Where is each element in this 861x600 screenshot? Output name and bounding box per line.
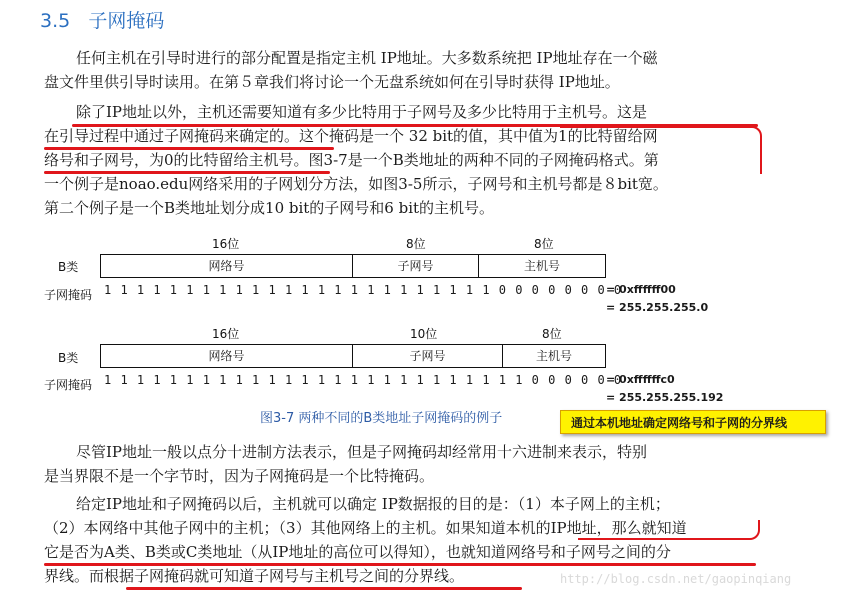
mask-hex: = 0xffffff00 (606, 283, 676, 296)
highlight-bracket (578, 520, 760, 540)
text-line: 一个例子是noao.edu网络采用的子网划分方法，如图3-5所示，子网号和主机号都是８bit宽。 (44, 175, 668, 193)
watermark: http://blog.csdn.net/gaopinqiang (560, 572, 792, 586)
mask-bits: 1 1 1 1 1 1 1 1 1 1 1 1 1 1 1 1 1 1 1 1 1 1 1 1 0 0 0 0 0 0 0 0 (104, 283, 623, 297)
width-label: 16位 (212, 237, 240, 251)
highlight-bracket (560, 126, 762, 174)
mask-label: 子网掩码 (44, 288, 93, 302)
address-format-box (100, 344, 606, 368)
mask-dotted: = 255.255.255.192 (606, 391, 724, 404)
address-format-box (100, 254, 606, 278)
highlight-underline (44, 171, 330, 174)
width-label: 16位 (212, 327, 240, 341)
width-label: 8位 (406, 237, 426, 251)
text-line: 络号和子网号，为0的比特留给主机号。图3-7是一个B类地址的两种不同的子网掩码格式。第 (44, 151, 659, 169)
paragraph-1 (44, 46, 658, 94)
text-line: 盘文件里供引导时读用。在第５章我们将讨论一个无盘系统如何在引导时获得 IP地址。 (44, 73, 620, 91)
figure-caption: 图3-7 两种不同的B类地址子网掩码的例子 (260, 411, 503, 426)
text-line: （2）本网络中其他子网中的主机；（3）其他网络上的主机。如果知道本机的IP地址，那么就知道 (44, 519, 687, 537)
mask-label: 子网掩码 (44, 378, 93, 392)
text-line: 尽管IP地址一般以点分十进制方法表示，但是子网掩码却经常用十六进制来表示，特别 (76, 443, 648, 461)
section-title (40, 6, 164, 33)
subnet-field: 子网号 (353, 345, 503, 367)
mask-hex: = 0xffffffc0 (606, 373, 675, 386)
text-line: 界线。而根据子网掩码就可知道子网号与主机号之间的分界线。 (44, 567, 465, 585)
text-line: 给定IP地址和子网掩码以后，主机就可以确定 IP数据报的目的是：（1）本子网上的主机； (76, 495, 670, 513)
text-line: 是当界限不是一个字节时，因为子网掩码是一个比特掩码。 (44, 467, 435, 485)
class-label: B类 (58, 260, 79, 274)
width-label: 8位 (534, 237, 554, 251)
network-field: 网络号 (101, 345, 353, 367)
section-heading: 子网掩码 (88, 10, 165, 32)
highlight-underline (44, 563, 756, 566)
class-label: B类 (58, 351, 79, 365)
width-label: 10位 (410, 327, 438, 341)
network-field: 网络号 (101, 255, 353, 277)
text-line: 任何主机在引导时进行的部分配置是指定主机 IP地址。大多数系统把 IP地址存在一个磁 (76, 49, 658, 67)
text-line: 在引导过程中通过子网掩码来确定的。这个掩码是一个 32 bit的值，其中值为1的比特留给网 (44, 127, 658, 145)
text-line: 第二个例子是一个B类地址划分成10 bit的子网号和6 bit的主机号。 (44, 199, 495, 217)
width-label: 8位 (542, 327, 562, 341)
section-number: 3.5 (40, 10, 71, 32)
host-field: 主机号 (523, 259, 560, 273)
highlight-underline (126, 587, 522, 590)
annotation-note: 通过本机地址确定网络号和子网的分界线 (560, 410, 826, 434)
mask-bits: 1 1 1 1 1 1 1 1 1 1 1 1 1 1 1 1 1 1 1 1 1 1 1 1 1 1 0 0 0 0 0 0 (104, 373, 623, 387)
highlight-underline (44, 147, 334, 150)
mask-dotted: = 255.255.255.0 (606, 301, 709, 314)
text-line: 它是否为A类、B类或C类地址（从IP地址的高位可以得知），也就知道网络号和子网号之间的分 (44, 543, 671, 561)
host-field: 主机号 (535, 349, 572, 363)
text-line: 除了IP地址以外，主机还需要知道有多少比特用于子网号及多少比特用于主机号。这是 (76, 103, 648, 121)
subnet-field: 子网号 (353, 255, 479, 277)
paragraph-3 (44, 440, 647, 488)
